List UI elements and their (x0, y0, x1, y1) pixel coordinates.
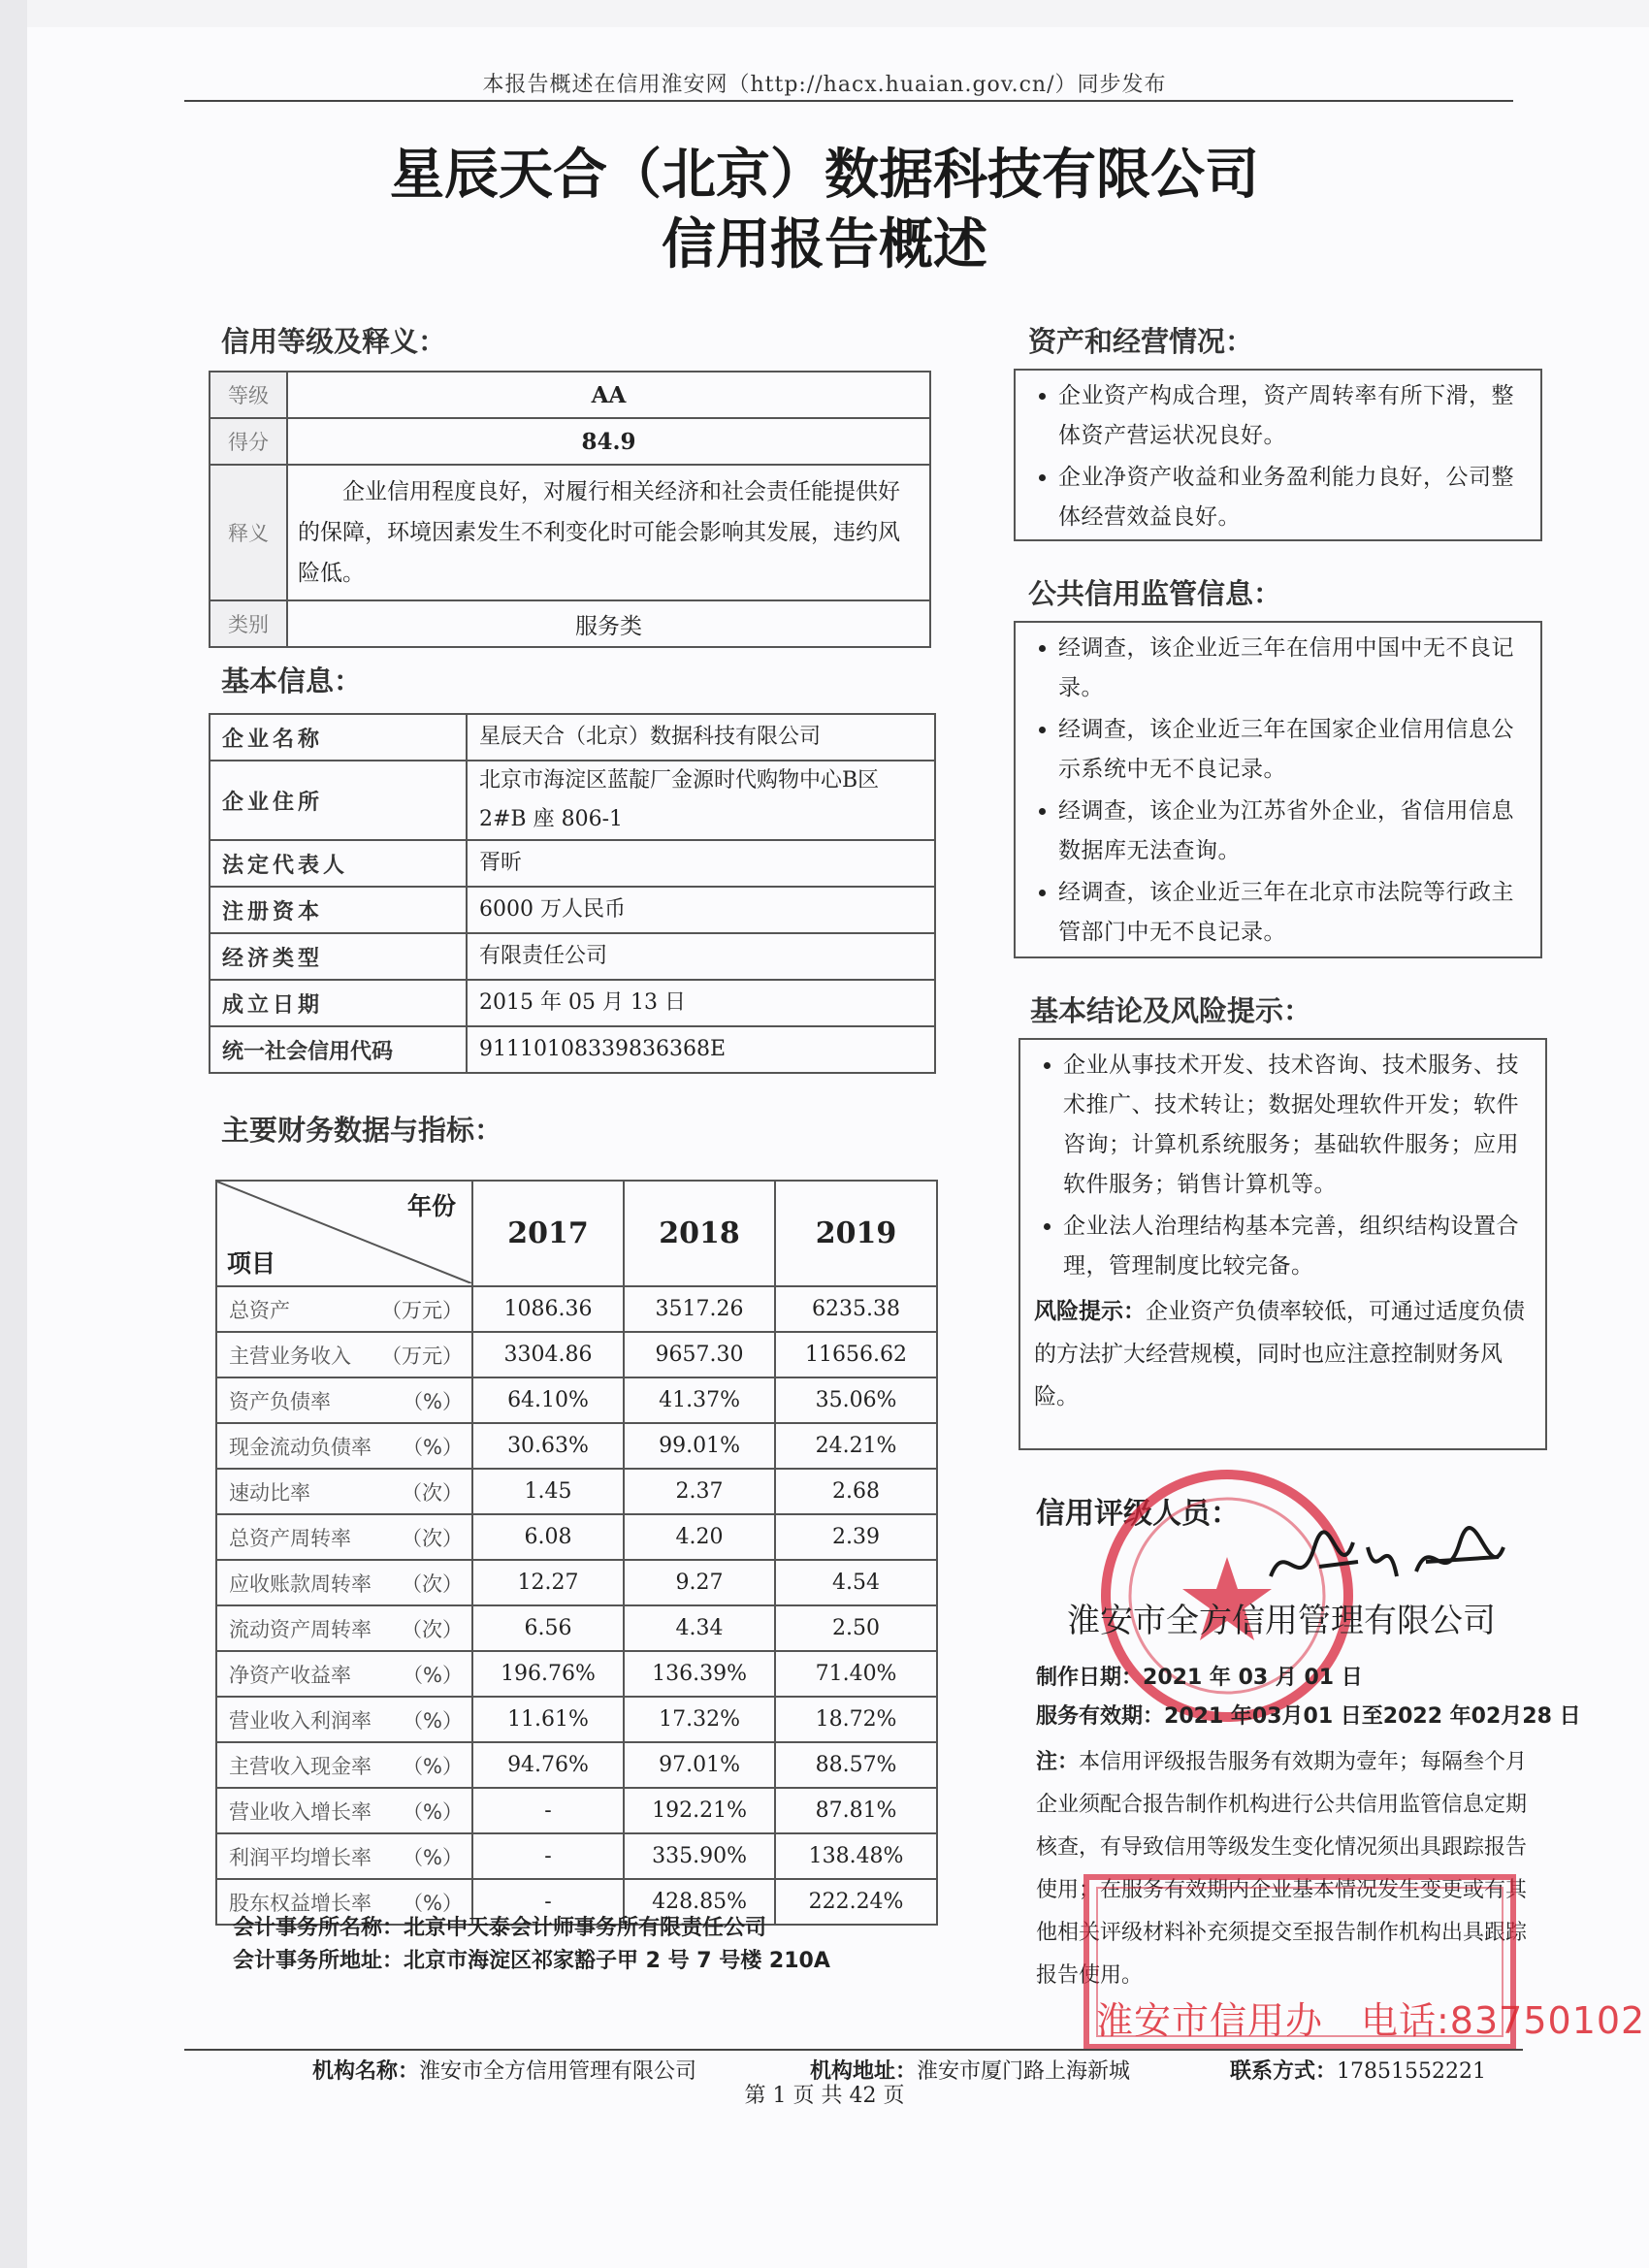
finance-item-name: 主营收入现金率 (229, 1754, 372, 1778)
finance-value: 99.01% (624, 1423, 775, 1469)
made-date-value: 2021 年 03 月 01 日 (1143, 1666, 1363, 1690)
finance-heading: 主要财务数据与指标： (221, 1114, 503, 1147)
finance-item-name: 股东权益增长率 (229, 1891, 372, 1915)
accounting-addr-line (233, 1944, 830, 1974)
finance-item-name: 总资产周转率 (229, 1526, 351, 1550)
finance-value: - (472, 1833, 624, 1879)
finance-row (216, 1332, 937, 1377)
finance-item (216, 1377, 472, 1423)
finance-item-name: 资产负债率 (229, 1389, 331, 1413)
finance-item (216, 1469, 472, 1514)
finance-item-unit: （次） (402, 1526, 463, 1550)
score-value: 84.9 (287, 418, 930, 465)
category-value: 服务类 (287, 600, 930, 647)
footer-org-value: 淮安市全方信用管理有限公司 (419, 2059, 697, 2084)
finance-item-name: 净资产收益率 (229, 1663, 351, 1687)
finance-value: 9657.30 (624, 1332, 775, 1377)
footer-contact-value: 17851552221 (1337, 2059, 1486, 2084)
finance-value: 9.27 (624, 1560, 775, 1605)
basic-row (210, 761, 935, 840)
category-label: 类别 (210, 600, 287, 647)
page-number: 第 1 页 共 42 页 (744, 2084, 905, 2108)
basic-label: 企业住所 (210, 761, 467, 840)
footer-contact-label: 联系方式： (1230, 2059, 1338, 2084)
finance-value: - (472, 1788, 624, 1833)
finance-value: 136.39% (624, 1651, 775, 1697)
basic-label: 经济类型 (210, 933, 467, 980)
finance-value: 1086.36 (472, 1286, 624, 1332)
finance-item-unit: （%） (403, 1754, 463, 1778)
finance-item (216, 1514, 472, 1560)
finance-item-unit: （次） (402, 1571, 463, 1596)
finance-item (216, 1697, 472, 1742)
finance-row (216, 1651, 937, 1697)
finance-item (216, 1605, 472, 1651)
basic-row (210, 980, 935, 1026)
header-item-label: 项目 (227, 1249, 276, 1278)
risk-note (1034, 1290, 1532, 1418)
finance-item-name: 营业收入利润率 (229, 1708, 372, 1733)
finance-value: 64.10% (472, 1377, 624, 1423)
risk-text: 企业资产负债率较低，可通过适度负债的方法扩大经营规模，同时也应注意控制财务风险。 (1034, 1299, 1525, 1409)
assets-heading: 资产和经营情况： (1028, 325, 1254, 358)
finance-value: 11656.62 (775, 1332, 937, 1377)
finance-value: 35.06% (775, 1377, 937, 1423)
title-company: 星辰天合（北京）数据科技有限公司 (390, 144, 1259, 207)
finance-row (216, 1423, 937, 1469)
public-item: • 经调查，该企业近三年在信用中国中无不良记录。 (1058, 629, 1527, 708)
finance-value: 2.50 (775, 1605, 937, 1651)
basic-label: 成立日期 (210, 980, 467, 1026)
finance-table (215, 1180, 938, 1926)
basic-value: 6000 万人民币 (467, 887, 935, 933)
grade-label: 等级 (210, 372, 287, 418)
year-header: 2019 (775, 1181, 937, 1286)
grade-row (210, 372, 930, 418)
accounting-addr-label: 会计事务所地址： (233, 1949, 404, 1973)
finance-value: 97.01% (624, 1742, 775, 1788)
finance-item-unit: （%） (403, 1663, 463, 1687)
basic-heading: 基本信息： (221, 664, 363, 697)
basic-row (210, 1026, 935, 1073)
accounting-firm-value: 北京中天泰会计师事务所有限责任公司 (404, 1916, 767, 1940)
finance-value: 192.21% (624, 1788, 775, 1833)
basic-value: 有限责任公司 (467, 933, 935, 980)
scan-edge (0, 0, 27, 2268)
finance-value: 11.61% (472, 1697, 624, 1742)
finance-value: 3517.26 (624, 1286, 775, 1332)
conclusion-item: • 企业法人治理结构基本完善，组织结构设置合理，管理制度比较完备。 (1063, 1207, 1532, 1286)
explain-value: 企业信用程度良好，对履行相关经济和社会责任能提供好的保障，环境因素发生不利变化时可能会影响其发展，违约风险低。 (287, 465, 930, 600)
finance-value: 1.45 (472, 1469, 624, 1514)
finance-value: 335.90% (624, 1833, 775, 1879)
finance-value: 6.08 (472, 1514, 624, 1560)
public-item: • 经调查，该企业为江苏省外企业，省信用信息数据库无法查询。 (1058, 792, 1527, 871)
finance-value: 87.81% (775, 1788, 937, 1833)
made-date-label: 制作日期： (1036, 1666, 1144, 1690)
grade-heading: 信用等级及释义： (221, 325, 447, 358)
finance-value: 30.63% (472, 1423, 624, 1469)
note-text: 本信用评级报告服务有效期为壹年；每隔叁个月企业须配合报告制作机构进行公共信用监管信息定期核查，有导致信用等级发生变化情况须出具跟踪报告使用；在服务有效期内企业基本情况发生变更或有其他相关评级材料补充须提交至报告制作机构出具跟踪报告使用。 (1036, 1750, 1528, 1988)
valid-period-line (1036, 1700, 1581, 1730)
finance-value: 222.24% (775, 1879, 937, 1925)
finance-row (216, 1514, 937, 1560)
finance-value: 71.40% (775, 1651, 937, 1697)
finance-item-unit: （%） (403, 1389, 463, 1413)
finance-item-unit: （万元） (381, 1298, 463, 1322)
year-header: 2017 (472, 1181, 624, 1286)
finance-item (216, 1423, 472, 1469)
basic-row (210, 840, 935, 887)
finance-value: 94.76% (472, 1742, 624, 1788)
basic-value: 2015 年 05 月 13 日 (467, 980, 935, 1026)
basic-value: 91110108339836368E (467, 1026, 935, 1073)
assets-box (1014, 369, 1542, 541)
note-label: 注： (1036, 1750, 1080, 1774)
finance-item-unit: （%） (403, 1799, 463, 1824)
finance-value: 12.27 (472, 1560, 624, 1605)
finance-row (216, 1605, 937, 1651)
basic-row (210, 714, 935, 761)
finance-item-unit: （%） (403, 1891, 463, 1915)
basic-row (210, 887, 935, 933)
finance-row (216, 1377, 937, 1423)
finance-item-name: 现金流动负债率 (229, 1435, 372, 1459)
finance-row (216, 1286, 937, 1332)
rating-heading: 信用评级人员： (1036, 1497, 1240, 1531)
finance-item-unit: （次） (402, 1617, 463, 1641)
finance-item-unit: （%） (403, 1708, 463, 1733)
basic-label: 企业名称 (210, 714, 467, 761)
public-item: • 经调查，该企业近三年在国家企业信用信息公示系统中无不良记录。 (1058, 710, 1527, 790)
finance-item-name: 流动资产周转率 (229, 1617, 372, 1641)
finance-row (216, 1742, 937, 1788)
basic-value: 北京市海淀区蓝靛厂金源时代购物中心B区 2#B 座 806-1 (467, 761, 935, 840)
finance-item-name: 营业收入增长率 (229, 1799, 372, 1824)
header-diagonal-cell (216, 1181, 472, 1286)
accounting-firm-line (233, 1911, 766, 1941)
finance-value: 24.21% (775, 1423, 937, 1469)
finance-item (216, 1332, 472, 1377)
footer-addr-label: 机构地址： (810, 2059, 918, 2084)
finance-value: 17.32% (624, 1697, 775, 1742)
finance-item-name: 速动比率 (229, 1480, 310, 1505)
finance-item-name: 总资产 (229, 1298, 290, 1322)
finance-item (216, 1833, 472, 1879)
finance-item (216, 1560, 472, 1605)
handwritten-signature (1261, 1518, 1513, 1605)
basic-value: 星辰天合（北京）数据科技有限公司 (467, 714, 935, 761)
finance-value: 2.37 (624, 1469, 775, 1514)
finance-item-unit: （%） (403, 1435, 463, 1459)
grade-value: AA (287, 372, 930, 418)
finance-value: 41.37% (624, 1377, 775, 1423)
finance-row (216, 1697, 937, 1742)
basic-label: 注册资本 (210, 887, 467, 933)
finance-value: 6.56 (472, 1605, 624, 1651)
score-row (210, 418, 930, 465)
conclusion-heading: 基本结论及风险提示： (1030, 994, 1312, 1027)
finance-item-unit: （万元） (381, 1344, 463, 1368)
title-subtitle: 信用报告概述 (662, 213, 987, 276)
assets-item: • 企业净资产收益和业务盈利能力良好，公司整体经营效益良好。 (1058, 458, 1527, 537)
finance-value: - (472, 1879, 624, 1925)
accounting-addr-value: 北京市海淀区祁家豁子甲 2 号 7 号楼 210A (404, 1949, 830, 1973)
basic-label: 法定代表人 (210, 840, 467, 887)
public-box (1014, 621, 1542, 958)
header-note: 本报告概述在信用淮安网（http://hacx.huaian.gov.cn/）同步发布 (482, 73, 1167, 97)
finance-item (216, 1742, 472, 1788)
score-label: 得分 (210, 418, 287, 465)
finance-item-unit: （%） (403, 1845, 463, 1869)
year-header: 2018 (624, 1181, 775, 1286)
finance-item-unit: （次） (402, 1480, 463, 1505)
header-year-label: 年份 (406, 1192, 456, 1220)
finance-value: 2.68 (775, 1469, 937, 1514)
basic-value: 胥昕 (467, 840, 935, 887)
explain-row (210, 465, 930, 600)
stamp-text: 淮安市信用办 电话:83750102 (1096, 1999, 1646, 2042)
finance-value: 88.57% (775, 1742, 937, 1788)
finance-value: 138.48% (775, 1833, 937, 1879)
finance-header-row (216, 1181, 937, 1286)
basic-label: 统一社会信用代码 (210, 1026, 467, 1073)
finance-value: 3304.86 (472, 1332, 624, 1377)
finance-row (216, 1833, 937, 1879)
rating-org-name: 淮安市全方信用管理有限公司 (1067, 1602, 1496, 1640)
finance-item (216, 1651, 472, 1697)
basic-table (209, 713, 936, 1074)
assets-item: • 企业资产构成合理，资产周转率有所下滑，整体资产营运状况良好。 (1058, 376, 1527, 456)
finance-value: 4.54 (775, 1560, 937, 1605)
finance-row (216, 1788, 937, 1833)
finance-row (216, 1560, 937, 1605)
basic-row (210, 933, 935, 980)
made-date-line (1036, 1661, 1363, 1691)
accounting-firm-label: 会计事务所名称： (233, 1916, 404, 1940)
finance-value: 196.76% (472, 1651, 624, 1697)
finance-item-name: 应收账款周转率 (229, 1571, 372, 1596)
valid-period-value: 2021 年03月01 日至2022 年02月28 日 (1164, 1704, 1581, 1729)
grade-table (209, 371, 931, 648)
public-item: • 经调查，该企业近三年在北京市法院等行政主管部门中无不良记录。 (1058, 873, 1527, 953)
explain-label: 释义 (210, 465, 287, 600)
report-title (0, 141, 1649, 280)
footer-addr-value: 淮安市厦门路上海新城 (917, 2059, 1131, 2084)
category-row (210, 600, 930, 647)
finance-value: 2.39 (775, 1514, 937, 1560)
risk-label: 风险提示： (1034, 1299, 1146, 1324)
finance-value: 18.72% (775, 1697, 937, 1742)
finance-item-name: 利润平均增长率 (229, 1845, 372, 1869)
valid-period-label: 服务有效期： (1036, 1704, 1165, 1729)
finance-value: 4.20 (624, 1514, 775, 1560)
finance-value: 4.34 (624, 1605, 775, 1651)
footer-org-label: 机构名称： (312, 2059, 420, 2084)
public-heading: 公共信用监管信息： (1028, 577, 1282, 610)
finance-item (216, 1788, 472, 1833)
footer-rule (184, 2049, 1523, 2051)
finance-value: 6235.38 (775, 1286, 937, 1332)
conclusion-item: • 企业从事技术开发、技术咨询、技术服务、技术推广、技术转让；数据处理软件开发；软件咨询；计算机系统服务；基础软件服务；应用软件服务；销售计算机等。 (1063, 1046, 1532, 1205)
finance-value: 428.85% (624, 1879, 775, 1925)
finance-row (216, 1469, 937, 1514)
conclusion-box (1018, 1038, 1547, 1450)
finance-item-name: 主营业务收入 (229, 1344, 351, 1368)
finance-item (216, 1286, 472, 1332)
header-rule (184, 100, 1513, 102)
